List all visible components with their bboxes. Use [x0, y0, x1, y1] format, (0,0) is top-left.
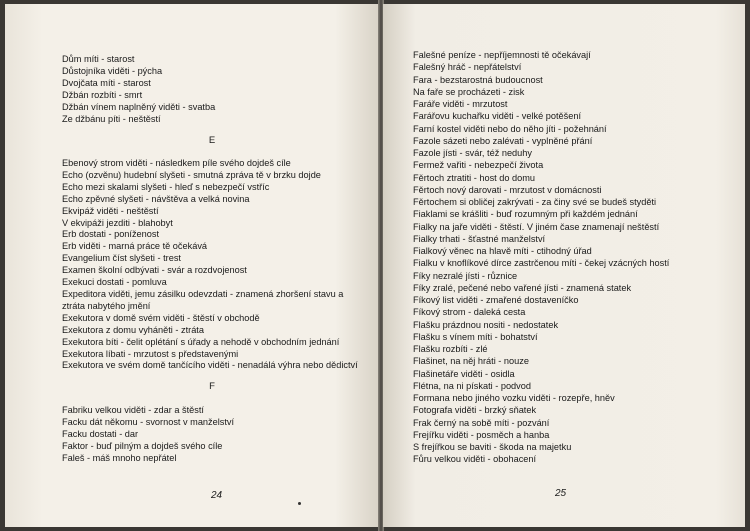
- list-item: Formana nebo jiného vozku viděti - rozepře, hněv: [413, 393, 615, 403]
- list-item: Fabriku velkou viděti - zdar a štěstí: [62, 405, 204, 415]
- list-item: Fěrtoch ztratiti - host do domu: [413, 172, 536, 183]
- list-item: Faráře viděti - mrzutost: [413, 99, 508, 109]
- list-item: Farářovu kuchařku viděti - velké potěšení: [413, 111, 582, 122]
- list-item: Fazole jísti - svár, též neduhy: [413, 148, 532, 158]
- list-item: Fůru velkou viděti - obohacení: [413, 454, 537, 465]
- list-item: Fialky na jaře viděti - štěstí. V jiném čase znamenají neštěstí: [413, 221, 660, 232]
- list-item: Fěrtoch nový darovati - mrzutost v domácnosti: [413, 184, 602, 195]
- list-item: Na faře se procházeti - zisk: [413, 86, 525, 97]
- list-item: Ekvipáž viděti - neštěstí: [62, 205, 159, 216]
- list-item: Džbán rozbíti - smrt: [62, 89, 143, 100]
- list-item: Flašku rozbíti - zlé: [413, 344, 488, 354]
- list-item: Erb dostati - poníženost: [62, 229, 160, 240]
- list-item: Exekutora ve svém domě tančícího viděti - nenadálá výhra nebo dědictví: [62, 360, 358, 371]
- list-item: Flétna, na ni pískati - podvod: [413, 380, 531, 391]
- list-item: Faktor - buď pilným a dojdeš svého cíle: [62, 440, 223, 451]
- page-number: 25: [555, 488, 567, 499]
- list-item: Fíkový list viděti - zmařené dostaveníčko: [413, 295, 579, 305]
- list-item: Fazole sázeti nebo zalévati - vyplněné přání: [413, 135, 593, 146]
- list-item: Evangelium číst slyšeti - trest: [62, 253, 181, 264]
- list-item: Echo zpěvné slyšeti - návštěva a velká novina: [62, 193, 250, 204]
- list-item: Fotografa viděti - brzký sňatek: [413, 405, 537, 416]
- list-item: Fara - bezstarostná budoucnost: [413, 74, 543, 85]
- page-number: 24: [211, 490, 223, 501]
- list-item: Fíkový strom - daleká cesta: [413, 307, 526, 318]
- list-item: Důstojníka viděti - pýcha: [62, 65, 163, 76]
- list-item: Dvojčata míti - starost: [62, 77, 151, 88]
- section-letter-e: E: [208, 135, 216, 146]
- print-dot: [298, 502, 301, 505]
- list-item: Faleš - máš mnoho nepřátel: [62, 452, 177, 463]
- list-item: S frejířkou se baviti - škoda na majetku: [413, 442, 572, 452]
- list-item: Flašku s vínem míti - bohatství: [413, 331, 538, 342]
- list-item: Farní kostel viděti nebo do něho jíti - požehnání: [413, 123, 607, 134]
- list-item: Echo (ozvěnu) hudební slyšeti - smutná zpráva tě v brzku dojde: [62, 169, 321, 180]
- list-item: Fialky trhati - šťastné manželství: [413, 233, 546, 244]
- list-item: Exekutora z domu vyháněti - ztráta: [62, 324, 204, 335]
- list-item: Falešné peníze - nepříjemnosti tě očekávají: [413, 50, 591, 60]
- list-item: Exekutora líbati - mrzutost s představenými: [62, 348, 239, 359]
- list-item: Flašinet, na něj hráti - nouze: [413, 356, 529, 367]
- list-item: Ze džbánu píti - neštěstí: [62, 113, 161, 124]
- list-item: Exekuci dostati - pomluva: [62, 277, 167, 288]
- list-item: Facku dostati - dar: [62, 428, 139, 439]
- d-entries: [62, 54, 362, 125]
- list-item: Facku dát někomu - svornost v manželství: [62, 416, 235, 427]
- list-item: Fíky nezralé jísti - různice: [413, 270, 518, 281]
- list-item: Frejířku viděti - posměch a hanba: [413, 429, 550, 440]
- right-entries: [413, 49, 733, 466]
- list-item: Erb viděti - marná práce tě očekává: [62, 241, 208, 252]
- list-item: Flašinetáře viděti - osidla: [413, 368, 515, 379]
- list-item: V ekvipáži jezditi - blahobyt: [62, 217, 173, 228]
- list-item: Examen školní odbývati - svár a rozdvojenost: [62, 265, 247, 276]
- list-item: Ebenový strom viděti - následkem píle svého dojdeš cíle: [62, 158, 291, 168]
- list-item: Falešný hráč - nepřátelství: [413, 62, 522, 73]
- list-item: Džbán vínem naplněný viděti - svatba: [62, 101, 216, 112]
- list-item: Expeditora viděti, jemu zásilku odevzdati - znamená zhoršení stavu a ztráta nabytého jmění: [62, 288, 344, 311]
- left-page: [5, 4, 380, 527]
- list-item: Fiaklami se krášliti - buď rozumným při každém jednání: [413, 209, 638, 220]
- list-item: Fermež vařiti - nebezpečí života: [413, 160, 544, 171]
- right-page: [383, 4, 745, 527]
- list-item: Fíky zralé, pečené nebo vařené jísti - znamená statek: [413, 282, 632, 293]
- e-entries: [62, 158, 362, 372]
- list-item: Echo mezi skalami slyšeti - hleď s nebezpečí vstříc: [62, 181, 270, 192]
- section-letter-f: F: [209, 381, 215, 392]
- list-item: Fěrtochem si obličej zakrývati - za činy své se budeš styděti: [413, 197, 657, 207]
- list-item: Fialku v knoflíkové dírce zastrčenou míti - čekej vzácných hostí: [413, 258, 670, 269]
- list-item: Exekutora v domě svém viděti - štěstí v obchodě: [62, 312, 260, 323]
- f-entries: [62, 405, 362, 465]
- list-item: Flašku prázdnou nositi - nedostatek: [413, 319, 559, 330]
- list-item: Dům míti - starost: [62, 54, 135, 64]
- list-item: Exekutora bíti - čelit oplétání s úřady a nehodě v obchodním jednání: [62, 336, 340, 347]
- list-item: Fialkový věnec na hlavě míti - ctihodný úřad: [413, 246, 592, 256]
- list-item: Frak černý na sobě míti - pozvání: [413, 417, 550, 428]
